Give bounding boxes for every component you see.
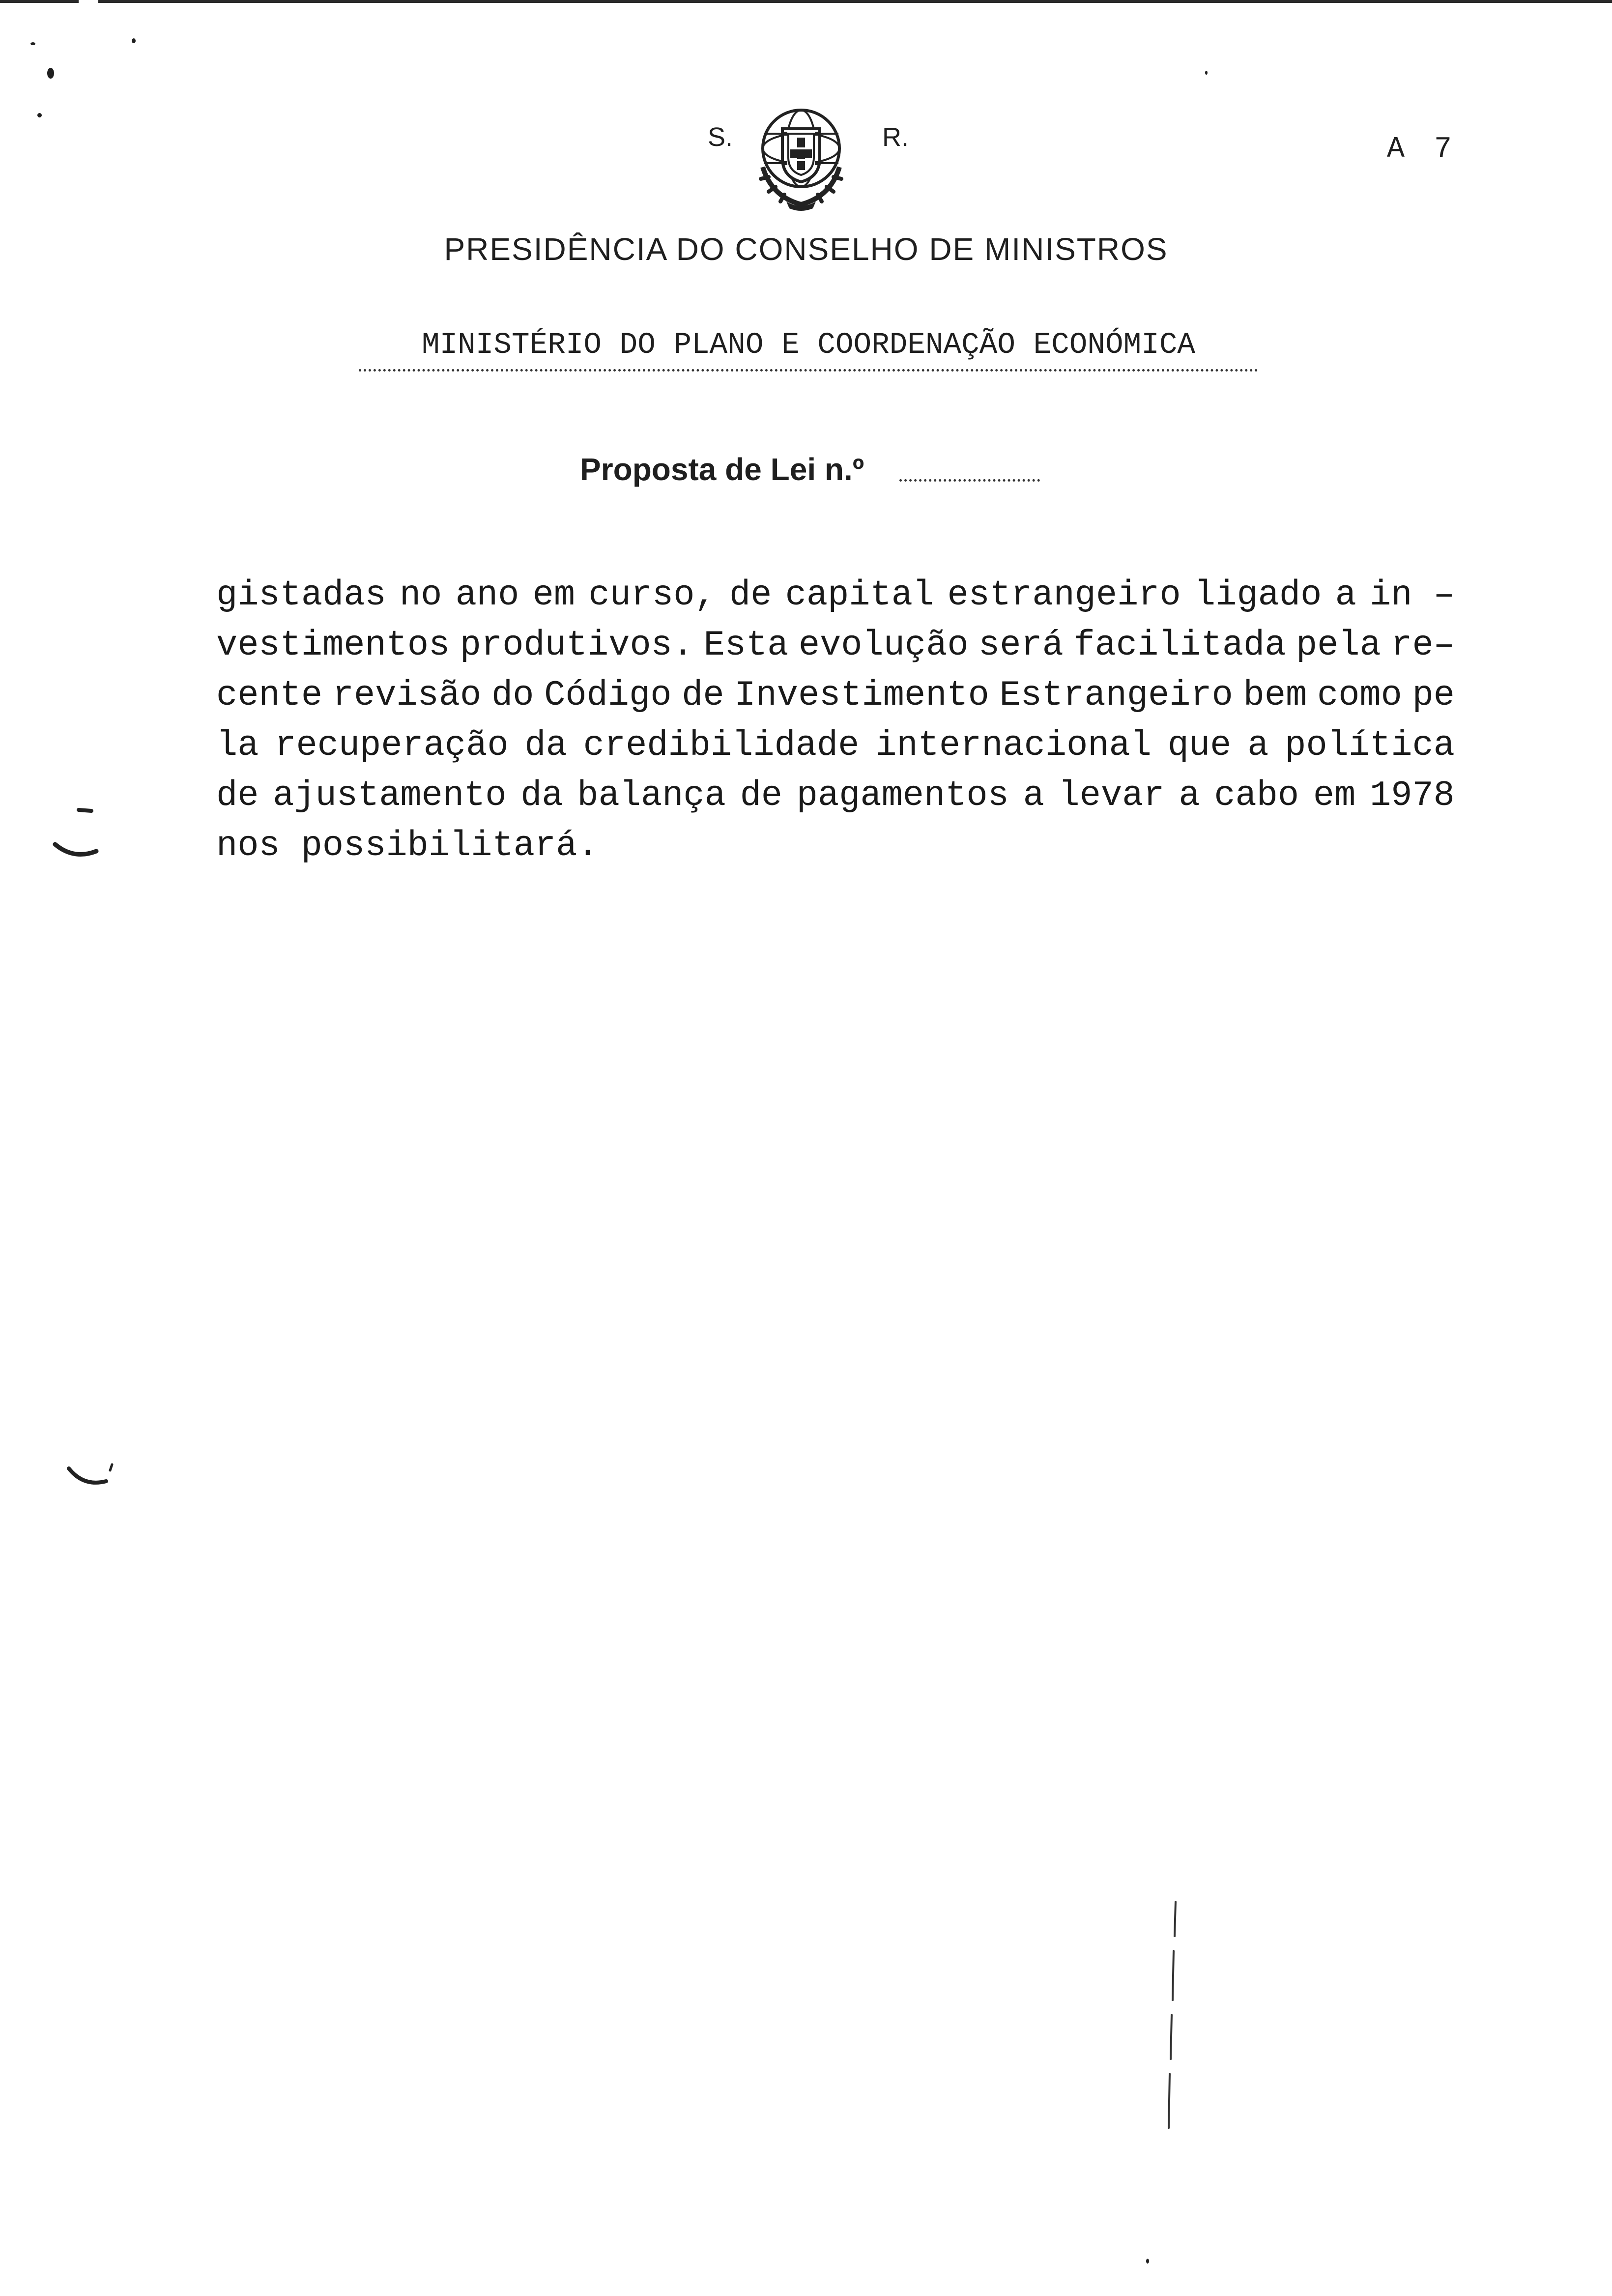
body-paragraph — [216, 570, 1455, 871]
body-word: Investimento — [734, 675, 989, 716]
body-word: pela — [1295, 625, 1381, 665]
body-line — [216, 620, 1455, 670]
scan-speck — [132, 38, 136, 43]
body-word: estrangeiro — [947, 575, 1181, 615]
margin-vertical-stroke — [1165, 1897, 1184, 2143]
body-word: Esta — [703, 625, 789, 665]
margin-bracket-mark — [49, 806, 103, 865]
body-word: pe — [1412, 675, 1455, 716]
body-line — [216, 720, 1455, 771]
body-word: vestimentos — [216, 625, 450, 665]
body-line — [216, 570, 1455, 620]
body-word: revisão — [332, 675, 482, 716]
body-word: possibilitará. — [301, 826, 599, 866]
body-word: in – — [1370, 575, 1455, 615]
body-word: a — [1023, 775, 1044, 816]
body-line — [216, 821, 1455, 871]
header-right-letter: R. — [882, 122, 909, 152]
page-mark: A 7 — [1387, 133, 1458, 166]
scan-speck — [1146, 2259, 1149, 2264]
body-word: Estrangeiro — [999, 675, 1233, 716]
body-word: ano — [455, 575, 519, 615]
body-word: bem — [1243, 675, 1307, 716]
body-word: ajustamento — [273, 775, 507, 816]
body-word: a — [1247, 725, 1269, 766]
body-word: do — [491, 675, 534, 716]
body-word: produtivos. — [460, 625, 694, 665]
scan-speck — [30, 42, 35, 45]
body-word: balança — [577, 775, 726, 816]
body-word: recuperação — [275, 725, 509, 766]
body-word: capital — [785, 575, 934, 615]
body-word: como — [1317, 675, 1402, 716]
ministry-heading: MINISTÉRIO DO PLANO E COORDENAÇÃO ECONÓMICA — [359, 328, 1258, 372]
body-word: a — [1335, 575, 1356, 615]
scan-speck — [1205, 71, 1208, 75]
presidency-heading: PRESIDÊNCIA DO CONSELHO DE MINISTROS — [444, 231, 1168, 267]
body-word: Código — [544, 675, 672, 716]
body-word: de — [740, 775, 782, 816]
top-edge-rule — [0, 0, 1612, 3]
scan-speck — [37, 113, 42, 117]
body-word: ligado — [1194, 575, 1322, 615]
body-word: levar — [1058, 775, 1165, 816]
body-word: a — [1179, 775, 1200, 816]
body-word: será — [979, 625, 1064, 665]
body-word: pagamentos — [796, 775, 1009, 816]
body-word: internacional — [875, 725, 1151, 766]
body-word: que — [1167, 725, 1232, 766]
body-word: política — [1285, 725, 1455, 766]
body-word: da — [520, 775, 563, 816]
body-word: cabo — [1214, 775, 1299, 816]
margin-bracket-mark — [64, 1460, 118, 1499]
body-word: de — [682, 675, 724, 716]
proposal-number-blank — [899, 479, 1040, 482]
body-word: 1978 — [1370, 775, 1455, 816]
body-word: gistadas — [216, 575, 386, 615]
body-word: evolução — [798, 625, 969, 665]
body-word: la — [216, 725, 259, 766]
body-word: no — [399, 575, 442, 615]
top-edge-gap — [79, 0, 98, 4]
body-line — [216, 670, 1455, 720]
body-word: em — [1313, 775, 1356, 816]
body-word: em — [532, 575, 576, 615]
body-word: de — [216, 775, 259, 816]
header-left-letter: S. — [708, 122, 733, 152]
body-word: cente — [216, 675, 323, 716]
body-word: facilitada — [1073, 625, 1286, 665]
body-word: de — [729, 575, 772, 615]
scan-speck — [47, 68, 54, 79]
body-line — [216, 771, 1455, 821]
body-word: curso, — [588, 575, 716, 615]
proposal-label: Proposta de Lei n.º — [580, 452, 864, 487]
coat-of-arms-seal — [752, 103, 850, 211]
body-word: credibilidade — [583, 725, 860, 766]
body-word: da — [524, 725, 567, 766]
body-word: nos — [216, 826, 280, 866]
body-word: re– — [1391, 625, 1455, 665]
